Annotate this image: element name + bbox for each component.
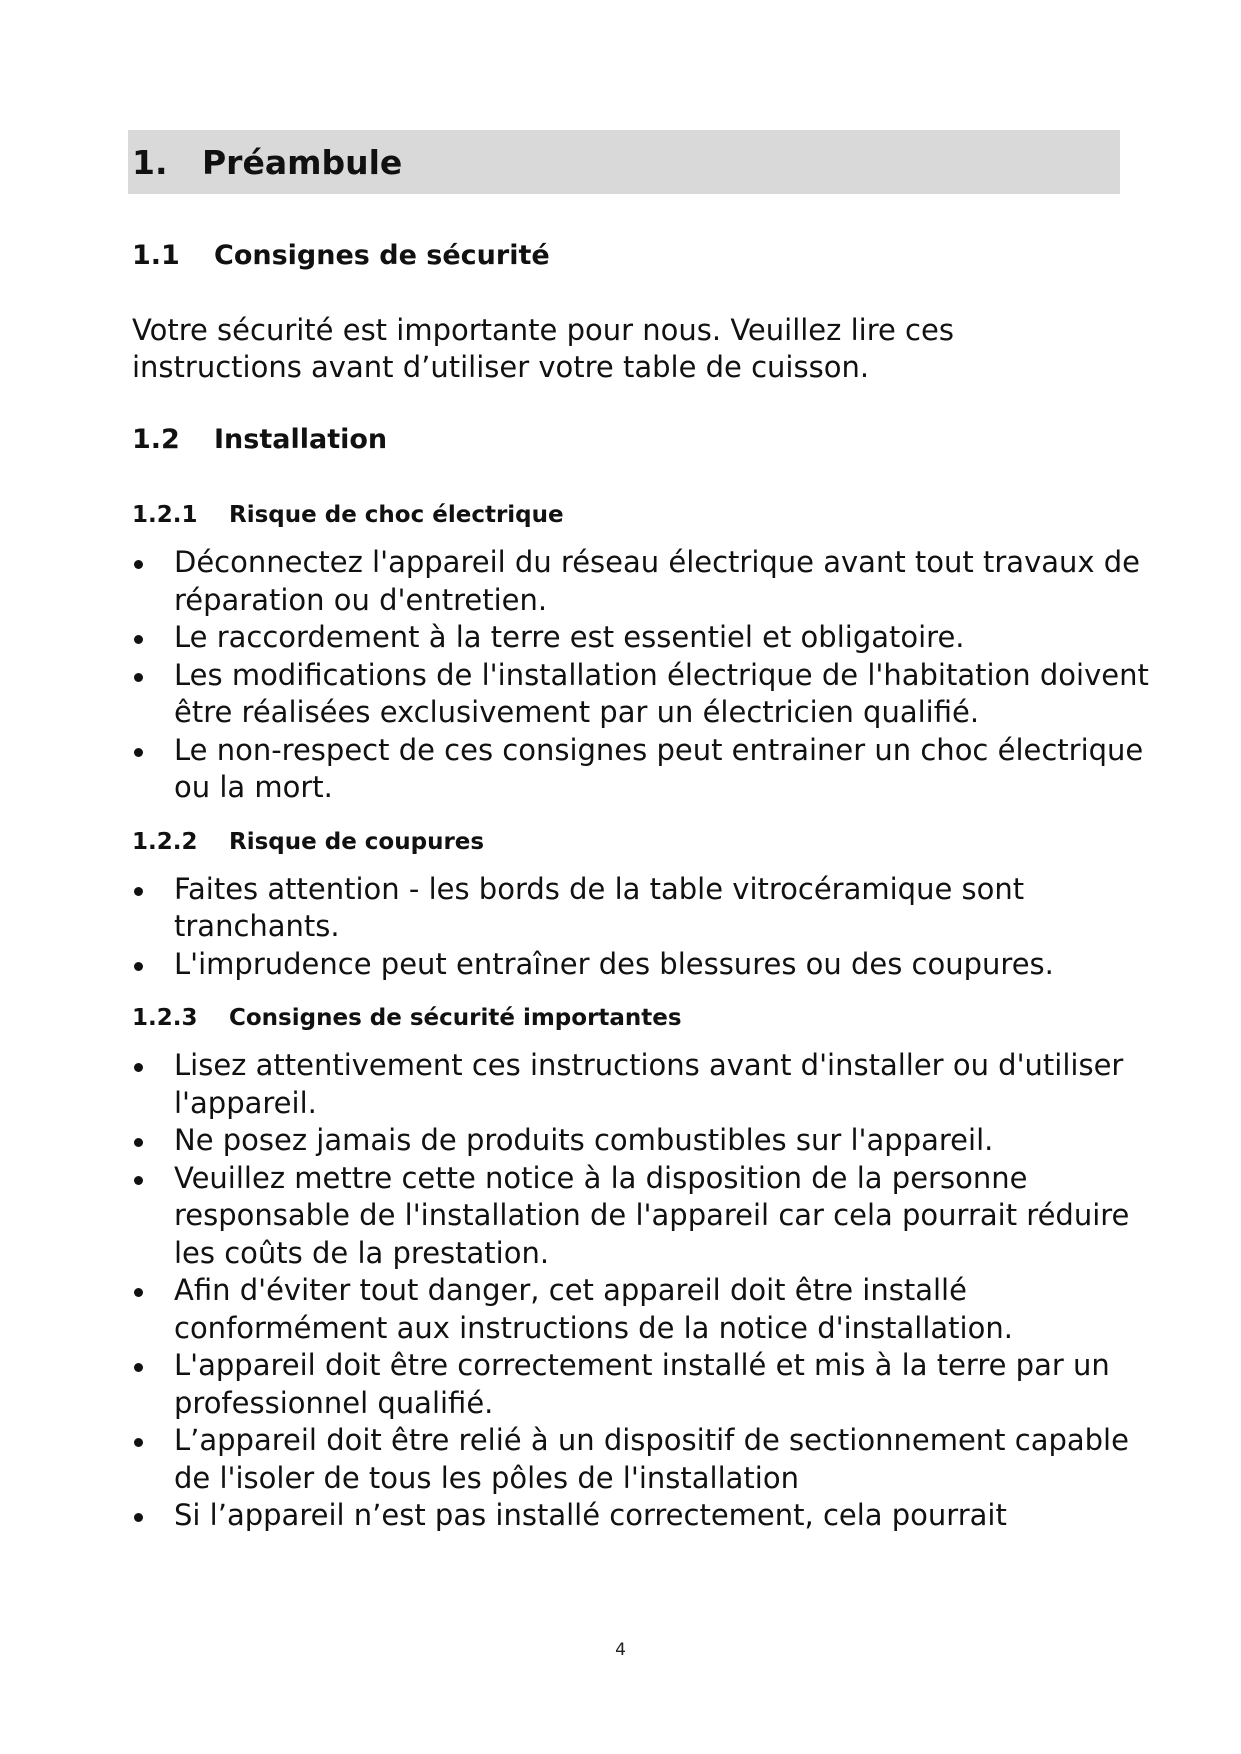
list-item	[128, 544, 1174, 619]
section-heading-1-1	[132, 238, 1120, 272]
bullet-icon	[134, 887, 143, 896]
list-item-text: L'imprudence peut entraîner des blessures ou des coupures.	[174, 946, 1054, 981]
chapter-heading	[128, 130, 1120, 194]
subsection-title: Consignes de sécurité importantes	[229, 1005, 682, 1031]
list-item	[128, 1047, 1174, 1122]
list-item-text: Faites attention - les bords de la table vitrocéramique sont tranchants.	[174, 871, 1025, 943]
bullet-icon	[134, 962, 143, 971]
subsection-heading-1-2-1	[132, 500, 1120, 530]
list-item-text: L'appareil doit être correctement installé et mis à la terre par un professionnel qualifié.	[174, 1348, 1110, 1420]
list-item-text: L’appareil doit être relié à un dispositif de sectionnement capable de l'isoler de tous les pôles de l'installation	[174, 1423, 1129, 1495]
bullet-icon	[134, 1063, 143, 1072]
list-item-text: Si l’appareil n’est pas installé correctement, cela pourrait	[174, 1498, 1007, 1532]
list-item-text: Les modifications de l'installation électrique de l'habitation doivent être réalisées exclusivement par un électricien qualifié.	[174, 657, 1149, 729]
list-item	[128, 1497, 1174, 1535]
bullet-icon	[134, 560, 143, 569]
list-item-text: Veuillez mettre cette notice à la disposition de la personne responsable de l'installation de l'appareil car cela pourrait réduire les coûts de la prestation.	[174, 1160, 1130, 1270]
safety-paragraph: Votre sécurité est importante pour nous. Veuillez lire ces instructions avant d’utiliser votre table de cuisson.	[132, 313, 954, 384]
list-item-text: Le raccordement à la terre est essentiel et obligatoire.	[174, 620, 965, 654]
list-item-text: Le non-respect de ces consignes peut entrainer un choc électrique ou la mort.	[174, 732, 1144, 804]
section-title: Consignes de sécurité	[214, 239, 550, 271]
bullet-icon	[134, 635, 143, 644]
bullet-icon	[134, 1438, 143, 1447]
bullet-list-cuts	[128, 871, 1120, 984]
section-heading-1-2	[132, 422, 1120, 456]
subsection-heading-1-2-2	[132, 827, 1120, 857]
list-item-text: Ne posez jamais de produits combustibles sur l'appareil.	[174, 1123, 994, 1157]
list-item-text: Lisez attentivement ces instructions avant d'installer ou d'utiliser l'appareil.	[174, 1048, 1124, 1120]
subsection-title: Risque de choc électrique	[229, 502, 564, 528]
section-title: Installation	[214, 423, 388, 455]
subsection-number: 1.2.2	[132, 828, 198, 855]
subsection-title: Risque de coupures	[229, 828, 485, 855]
list-item	[128, 1347, 1174, 1422]
subsection-number: 1.2.1	[132, 502, 198, 528]
list-item-text: Afin d'éviter tout danger, cet appareil doit être installé conformément aux instructions de la notice d'installation.	[174, 1273, 1013, 1345]
list-item	[128, 619, 1174, 657]
subsection-number: 1.2.3	[132, 1005, 198, 1031]
list-item	[128, 732, 1174, 807]
bullet-icon	[134, 1513, 143, 1522]
list-item	[128, 657, 1174, 732]
section-number: 1.2	[132, 423, 180, 455]
bullet-list-important-safety	[128, 1047, 1130, 1535]
subsection-heading-1-2-3	[132, 1003, 1120, 1033]
bullet-icon	[134, 748, 143, 757]
list-item-text: Déconnectez l'appareil du réseau électrique avant tout travaux de réparation ou d'entretien.	[174, 545, 1141, 617]
bullet-list-electric-shock	[128, 544, 1149, 807]
list-item	[128, 1160, 1174, 1273]
list-item	[128, 1422, 1174, 1497]
bullet-icon	[134, 1176, 143, 1185]
bullet-icon	[134, 1138, 143, 1147]
list-item	[128, 1122, 1174, 1160]
list-item	[128, 1272, 1174, 1347]
bullet-icon	[134, 1363, 143, 1372]
section-number: 1.1	[132, 239, 180, 271]
chapter-number: 1.	[132, 142, 168, 182]
document-page	[128, 130, 1149, 1535]
chapter-title: Préambule	[202, 142, 403, 182]
bullet-icon	[134, 1288, 143, 1297]
list-item	[128, 946, 1174, 984]
page-number: 4	[615, 1640, 626, 1660]
list-item	[128, 871, 1174, 946]
bullet-icon	[134, 673, 143, 682]
